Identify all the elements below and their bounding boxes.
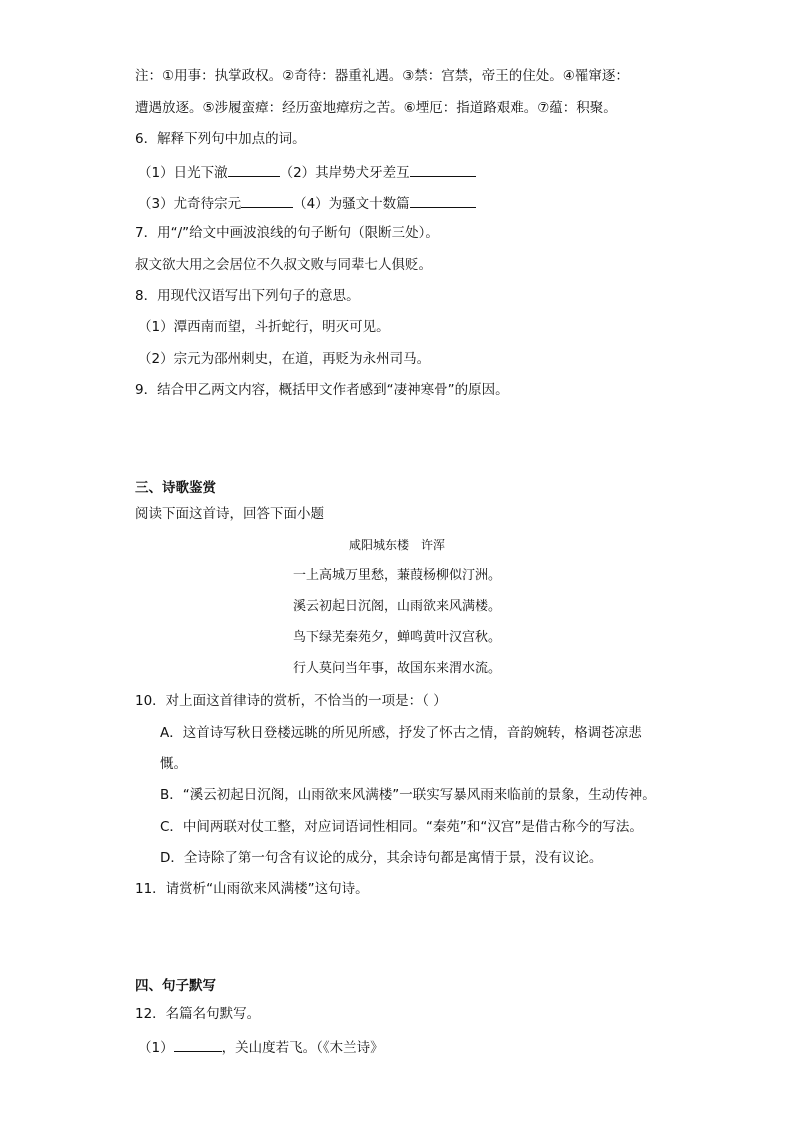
poem-title: 咸阳城东楼 许浑 <box>348 538 445 552</box>
answer-blank-q6-4[interactable] <box>410 193 476 208</box>
answer-blank-q6-3[interactable] <box>241 193 293 208</box>
note-line-1: 注：①用事：执掌政权。②奇待：器重礼遇。③禁：宫禁，帝王的住处。④罹窜逐： <box>135 68 629 84</box>
q10-option-c: C．中间两联对仗工整，对应词语词性相同。“秦苑”和“汉宫”是借古称今的写法。 <box>160 819 643 835</box>
q10-option-a-cont: 慨。 <box>160 756 187 772</box>
q6-item-1: （1）日光下澈 <box>138 165 228 181</box>
question-7: 7．用“/”给文中画波浪线的句子断句（限断三处）。 <box>135 225 439 241</box>
question-6: 6．解释下列句中加点的词。 <box>135 131 306 147</box>
poem-intro: 阅读下面这首诗，回答下面小题 <box>135 506 324 522</box>
question-11: 11．请赏析“山雨欲来风满楼”这句诗。 <box>135 881 369 897</box>
question-7-text: 叔文欲大用之会居位不久叔文败与同辈七人俱贬。 <box>135 257 432 273</box>
q12-item-1-prefix: （1） <box>138 1040 174 1056</box>
q6-item-3: （3）尤奇待宗元 <box>138 196 242 212</box>
question-6-row-1 <box>138 162 476 182</box>
question-12-item-1 <box>138 1037 384 1057</box>
question-9: 9．结合甲乙两文内容，概括甲文作者感到“凄神寒骨”的原因。 <box>135 382 509 398</box>
answer-blank-q12-1[interactable] <box>174 1037 222 1052</box>
answer-blank-q6-2[interactable] <box>410 162 476 177</box>
question-6-row-2 <box>138 193 476 213</box>
question-8: 8．用现代汉语写出下列句子的意思。 <box>135 288 360 304</box>
section-4-heading: 四、句子默写 <box>135 978 216 994</box>
poem-line-2: 溪云初起日沉阁，山雨欲来风满楼。 <box>292 599 501 614</box>
q10-option-b: B．“溪云初起日沉阁，山雨欲来风满楼”一联实写暴风雨来临前的景象，生动传神。 <box>160 787 656 803</box>
poem-line-4: 行人莫问当年事，故国东来渭水流。 <box>292 661 501 676</box>
q10-option-d: D．全诗除了第一句含有议论的成分，其余诗句都是寓情于景，没有议论。 <box>160 850 603 866</box>
question-10: 10．对上面这首律诗的赏析，不恰当的一项是：（ ） <box>135 693 447 709</box>
question-12: 12．名篇名句默写。 <box>135 1006 261 1022</box>
poem-line-3: 鸟下绿芜秦苑夕，蝉鸣黄叶汉宫秋。 <box>292 630 501 645</box>
q12-item-1-text: ，关山度若飞。（《木兰诗》 <box>221 1040 384 1056</box>
q6-item-2: （2）其岸势犬牙差互 <box>279 165 410 181</box>
section-3-heading: 三、诗歌鉴赏 <box>135 480 216 496</box>
answer-blank-q6-1[interactable] <box>228 162 280 177</box>
note-line-2: 遭遇放逐。⑤涉履蛮瘴：经历蛮地瘴疠之苦。⑥堙厄：指道路艰难。⑦蕴：积聚。 <box>135 100 617 116</box>
poem-line-1: 一上高城万里愁，蒹葭杨柳似汀洲。 <box>292 568 501 583</box>
q10-option-a: A．这首诗写秋日登楼远眺的所见所感，抒发了怀古之情，音韵婉转，格调苍凉悲 <box>160 725 642 741</box>
q6-item-4: （4）为骚文十数篇 <box>293 196 410 212</box>
question-8-item-1: （1）潭西南而望，斗折蛇行，明灭可见。 <box>138 319 390 335</box>
question-8-item-2: （2）宗元为邵州刺史，在道，再贬为永州司马。 <box>138 351 431 367</box>
